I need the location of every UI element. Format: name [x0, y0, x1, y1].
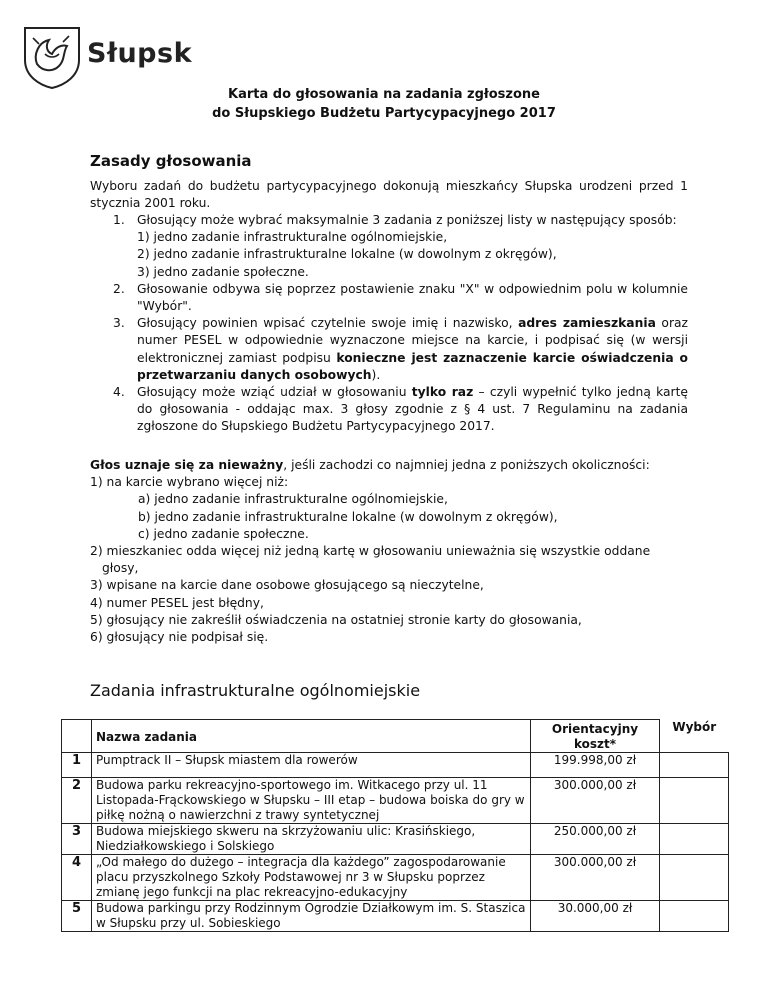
rule-item: 2. Głosowanie odbywa się poprzez postawienie znaku "X" w odpowiednim polu w kolumnie "Wybór". [113, 281, 688, 314]
table-row: 3 Budowa miejskiego skweru na skrzyżowaniu ulic: Krasińskiego, Niedziałkowskiego i Solskiego 250.000,00 zł [62, 824, 729, 855]
col-cost-header: Orientacyjny koszt* [531, 720, 660, 753]
col-name-header: Nazwa zadania [92, 720, 531, 753]
city-logo [21, 24, 191, 90]
rule-item: 3. Głosujący powinien wpisać czytelnie swoje imię i nazwisko, adres zamieszkania oraz numer PESEL w odpowiednie wyznaczone miejsce na karcie, i podpisać się (w wersji elektronicznej zamiast podpisu konieczne jest zaznaczenie karcie oświadczenia o przetwarzaniu danych osobowych). [113, 316, 688, 382]
rule-item: 4. Głosujący może wziąć udział w głosowaniu tylko raz – czyli wypełnić tylko jedną kartę do głosowania - oddając max. 3 głosy zgodnie z § 4 ust. 7 Regulaminu na zadania zgłoszone do Słupskiego Budżetu Partycypacyjnego 2017. [113, 385, 688, 434]
table-row: 4 „Od małego do dużego – integracja dla każdego” zagospodarowanie placu przyszkolnego Szkoły Podstawowej nr 3 w Słupsku poprzez zmianę jego funkcji na plac rekreacyjno-edukacyjny 300.000,00 zł [62, 855, 729, 901]
table-row: 1 Pumptrack II – Słupsk miastem dla rowerów 199.998,00 zł [62, 753, 729, 778]
rule-item: 1. Głosujący może wybrać maksymalnie 3 zadania z poniższej listy w następujący sposób: 1) jedno zadanie infrastrukturalne ogólnomiejskie, 2) jedno zadanie infrastrukturalne lokalne (w dowolnym z okręgów), 3) jedno zadanie społeczne. [113, 213, 677, 279]
invalid-vote-rules: Głos uznaje się za nieważny, jeśli zachodzi co najmniej jedna z poniższych okoliczności: 1) na karcie wybrano więcej niż: a) jedno zadanie infrastrukturalne ogólnomiejskie, b) jedno zadanie infrastrukturalne lokalne (w dowolnym z okręgów), c) jedno zadanie społeczne. 2) mieszkaniec odda więcej niż jedną kartę w głosowaniu unieważnia się wszystkie oddane głosy, 3) wpisane na karcie dane osobowe głosującego są nieczytelne, 4) numer PESEL jest błędny, 5) głosujący nie zakreślił oświadczenia na ostatniej stronie karty do głosowania, 6) głosujący nie podpisał się. [90, 458, 651, 645]
choice-box[interactable] [660, 753, 729, 778]
table-header [62, 720, 729, 753]
logo-text: Słupsk [87, 38, 193, 69]
page-title: Karta do głosowania na zadania zgłoszone do Słupskiego Budżetu Partycypacyjnego 2017 [212, 87, 556, 121]
choice-box[interactable] [660, 824, 729, 855]
col-choice-header: Wybór [672, 719, 717, 734]
section-heading: Zadania infrastrukturalne ogólnomiejskie [90, 681, 421, 700]
rules-list [112, 212, 688, 436]
voting-table [61, 719, 729, 932]
choice-box[interactable] [660, 778, 729, 824]
choice-box[interactable] [660, 855, 729, 901]
coat-of-arms-icon [21, 24, 83, 90]
table-row: 5 Budowa parkingu przy Rodzinnym Ogrodzie Działkowym im. S. Staszica w Słupsku przy ul. Sobieskiego 30.000,00 zł [62, 901, 729, 932]
rules-intro: Wyboru zadań do budżetu partycypacyjnego dokonują mieszkańcy Słupska urodzeni przed 1 stycznia 2001 roku. [90, 179, 688, 211]
choice-box[interactable] [660, 901, 729, 932]
rules-heading: Zasady głosowania [90, 152, 252, 170]
table-row: 2 Budowa parku rekreacyjno-sportowego im. Witkacego przy ul. 11 Listopada-Frąckowskiego w Słupsku – III etap – budowa boiska do gry w piłkę nożną o nawierzchni z trawy syntetycznej 300.000,00 zł [62, 778, 729, 824]
